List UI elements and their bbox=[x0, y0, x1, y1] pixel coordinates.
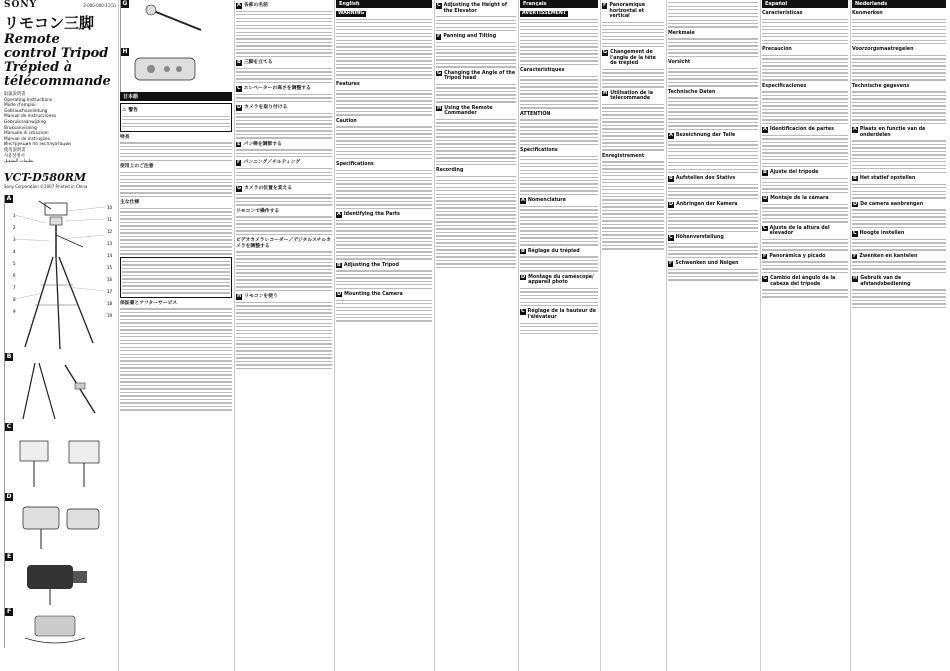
section-heading: 保証書とアフターサービス bbox=[120, 300, 178, 306]
callout-2: 2 bbox=[13, 224, 16, 230]
section-heading: WARNING bbox=[338, 11, 365, 16]
text-block bbox=[236, 194, 332, 206]
language-item: Mode d'emploi bbox=[4, 103, 36, 109]
cover-column bbox=[4, 0, 116, 671]
callout-10: 10 bbox=[107, 204, 113, 210]
text-block bbox=[852, 239, 946, 251]
section-heading: Kenmerken bbox=[852, 11, 883, 16]
leg-lock-illustration bbox=[5, 353, 116, 423]
section-heading: Voorzorgsmaatregelen bbox=[852, 47, 914, 53]
text-block bbox=[120, 208, 232, 255]
section-heading: 特長 bbox=[120, 134, 130, 140]
text-block bbox=[668, 38, 758, 57]
section-heading: H リモコンを使う bbox=[237, 293, 278, 300]
model-number: VCT-D580RM bbox=[4, 170, 87, 184]
text-block bbox=[852, 184, 946, 199]
callout-18: 18 bbox=[107, 300, 113, 306]
section-heading: H Utilisation de la télécommande bbox=[603, 89, 653, 102]
language-item: 사용설명서 bbox=[4, 153, 25, 159]
section-heading: ATTENTION bbox=[520, 111, 551, 117]
language-item: Manuale di istruzioni bbox=[4, 131, 49, 137]
text-block bbox=[852, 19, 946, 45]
section-heading: F Zwenken en kantelen bbox=[853, 252, 918, 259]
text-block bbox=[236, 94, 332, 102]
section-heading: B Aufstellen des Stativs bbox=[669, 175, 736, 182]
callout-11: 11 bbox=[107, 216, 113, 222]
section-heading: F Panning and Tilting bbox=[437, 33, 497, 40]
language-item: Manual de instrucciones bbox=[4, 114, 57, 120]
section-heading: F Panorámica y picado bbox=[763, 252, 826, 259]
text-block bbox=[602, 22, 664, 48]
section-heading: Enregistrement bbox=[602, 153, 645, 159]
language-item: Инструкция по эксплуатации bbox=[4, 142, 71, 148]
text-block bbox=[852, 289, 946, 308]
section-heading: B Réglage du trépied bbox=[521, 247, 580, 254]
text-block bbox=[520, 19, 598, 66]
text-block bbox=[120, 308, 232, 410]
language-item: Operating Instructions bbox=[4, 97, 53, 103]
language-list bbox=[4, 92, 116, 165]
section-heading: Spécifications bbox=[520, 148, 558, 153]
caution-box bbox=[120, 257, 232, 298]
english-column bbox=[336, 0, 432, 671]
title-japanese: リモコン三脚 bbox=[4, 14, 95, 32]
japanese-column-2 bbox=[236, 0, 332, 671]
callout-19: 19 bbox=[107, 312, 113, 318]
french-header: Français bbox=[520, 0, 598, 8]
section-heading: A Nomenclature bbox=[521, 197, 566, 204]
panning-illustration bbox=[5, 608, 116, 648]
english-column-2 bbox=[436, 0, 516, 671]
text-block bbox=[762, 289, 848, 297]
language-item: Manual de instruções bbox=[4, 136, 50, 142]
text-block bbox=[520, 156, 598, 196]
section-heading: D Anbringen der Kamera bbox=[669, 201, 738, 208]
text-block bbox=[120, 172, 232, 198]
spanish-header: Español bbox=[762, 0, 848, 8]
section-heading: G Cambio del ángulo de la cabeza del trípode bbox=[763, 275, 836, 287]
text-block bbox=[852, 209, 946, 228]
japanese-column-1 bbox=[120, 0, 232, 671]
language-item: Gebrauchsanleitung bbox=[4, 108, 48, 114]
text-block bbox=[336, 270, 432, 289]
section-heading: A 各部の名前 bbox=[237, 2, 268, 8]
section-heading: E パン棒を調節する bbox=[237, 140, 282, 147]
section-heading: Recording bbox=[436, 168, 464, 174]
callout-12: 12 bbox=[107, 228, 113, 234]
text-block bbox=[236, 168, 332, 183]
text-block bbox=[236, 216, 332, 235]
text-block bbox=[762, 55, 848, 81]
text-block bbox=[668, 97, 758, 130]
text-block bbox=[668, 184, 758, 199]
text-block bbox=[668, 141, 758, 174]
text-block bbox=[668, 2, 758, 28]
text-block bbox=[336, 170, 432, 210]
text-block bbox=[236, 149, 332, 157]
figure-label-b: B bbox=[6, 352, 12, 360]
callout-1: 1 bbox=[13, 212, 16, 218]
text-block bbox=[520, 76, 598, 109]
text-block bbox=[336, 90, 432, 116]
language-item: Gebruiksaanwijzing bbox=[4, 119, 46, 125]
text-block bbox=[520, 323, 598, 335]
text-block bbox=[520, 256, 598, 271]
language-item: تعليمات التشغيل bbox=[4, 159, 34, 165]
language-item: 使用說明書 bbox=[4, 147, 26, 153]
section-heading: C エレベーターの高さを調整する bbox=[237, 85, 311, 92]
section-heading: Merkmale bbox=[668, 30, 695, 36]
callout-16: 16 bbox=[107, 276, 113, 282]
section-heading: Technische Daten bbox=[668, 89, 716, 95]
callout-6: 6 bbox=[13, 272, 16, 278]
text-block bbox=[436, 42, 516, 68]
section-heading: C Adjusting the Height of the Elevator bbox=[437, 2, 507, 14]
figure-b bbox=[4, 353, 116, 423]
section-heading: B Het statief opstellen bbox=[853, 174, 916, 181]
text-block bbox=[336, 300, 432, 322]
text-block bbox=[436, 119, 516, 166]
language-item: Bruksanvisning bbox=[4, 125, 37, 131]
section-heading: C Ajuste de la altura del elevador bbox=[763, 224, 830, 237]
section-heading: C Höhenverstellung bbox=[669, 234, 724, 241]
warning-box bbox=[120, 103, 232, 132]
language-item: 取扱説明書 bbox=[4, 92, 26, 97]
section-heading: 使用上のご注意 bbox=[120, 163, 154, 169]
text-block bbox=[762, 178, 848, 193]
french-column bbox=[520, 0, 598, 671]
text-block bbox=[520, 288, 598, 307]
text-block bbox=[436, 16, 516, 31]
section-heading: Vorsicht bbox=[668, 60, 691, 66]
text-block bbox=[236, 302, 332, 370]
text-block bbox=[520, 119, 598, 145]
text-block bbox=[236, 251, 332, 291]
callout-17: 17 bbox=[107, 288, 113, 294]
section-heading: C Hoogte instellen bbox=[853, 230, 905, 237]
text-block bbox=[852, 91, 946, 124]
french-column-2 bbox=[602, 0, 664, 671]
text-block bbox=[336, 220, 432, 260]
section-heading: F Panoramique horizontal et vertical bbox=[603, 2, 646, 19]
section-heading: 主な仕様 bbox=[120, 200, 140, 206]
text-block bbox=[120, 142, 232, 161]
figure-h bbox=[120, 48, 232, 92]
section-heading: F Schwenken und Neigen bbox=[669, 260, 739, 267]
figure-d bbox=[4, 493, 116, 553]
section-heading: H Using the Remote Commander bbox=[437, 104, 493, 117]
text-block bbox=[762, 135, 848, 168]
text-block bbox=[236, 113, 332, 139]
callout-3: 3 bbox=[13, 236, 16, 242]
text-block bbox=[762, 261, 848, 273]
text-block bbox=[602, 69, 664, 88]
section-heading: H Gebruik van de afstandsbediening bbox=[853, 275, 911, 287]
section-heading: Technische gegevens bbox=[852, 83, 910, 89]
section-heading: Características bbox=[762, 11, 803, 16]
section-heading: Caractéristiques bbox=[520, 68, 565, 74]
figure-label-g: G bbox=[122, 0, 128, 7]
section-heading: D Montage du caméscope/ appareil photo bbox=[521, 273, 594, 286]
text-block bbox=[668, 269, 758, 281]
section-heading: G カメラの位置を変える bbox=[237, 185, 293, 192]
section-heading: Caution bbox=[336, 118, 357, 124]
figure-a bbox=[4, 195, 116, 353]
text-block bbox=[762, 19, 848, 45]
callout-4: 4 bbox=[13, 248, 16, 254]
text-block bbox=[762, 204, 848, 223]
section-heading: Precaución bbox=[762, 47, 792, 53]
brand-logo: SONY bbox=[4, 0, 37, 10]
text-block bbox=[236, 11, 332, 58]
section-heading: B Adjusting the Tripod bbox=[337, 261, 399, 268]
section-heading: Features bbox=[336, 82, 360, 88]
head-adjust-illustration bbox=[5, 423, 116, 493]
text-block bbox=[436, 176, 516, 268]
figure-label-c: C bbox=[6, 422, 12, 430]
figure-label-f: F bbox=[6, 607, 12, 615]
figure-c bbox=[4, 423, 116, 493]
doc-code: 3-000-000-11(1) bbox=[83, 2, 116, 8]
figure-label-e: E bbox=[6, 552, 12, 560]
callout-13: 13 bbox=[107, 240, 113, 246]
section-heading: D De camera aanbrengen bbox=[853, 200, 924, 207]
section-heading: リモコンで操作する bbox=[236, 208, 280, 214]
camera-mount-illustration bbox=[5, 493, 116, 553]
figure-label-h: H bbox=[122, 48, 128, 55]
section-heading: ビデオカメラレコーダー／デジタルスチルカメラを調整する bbox=[236, 238, 331, 249]
text-block bbox=[122, 116, 230, 128]
callout-7: 7 bbox=[13, 284, 16, 290]
english-header: English bbox=[336, 0, 432, 8]
text-block bbox=[520, 206, 598, 246]
text-block bbox=[852, 55, 946, 81]
section-heading: G Changing the Angle of the Tripod head bbox=[437, 69, 516, 82]
text-block bbox=[436, 84, 516, 103]
section-heading: A Plaats en functie van de onderdelen bbox=[853, 126, 926, 138]
section-heading: Specifications bbox=[336, 161, 374, 167]
section-heading: AVERTISSEMENT bbox=[522, 11, 567, 16]
figure-f bbox=[4, 608, 116, 648]
figure-g bbox=[120, 0, 232, 48]
german-column bbox=[668, 0, 758, 671]
figure-label-d: D bbox=[6, 492, 12, 500]
section-heading: B 三脚を立てる bbox=[237, 59, 273, 66]
callout-5: 5 bbox=[13, 260, 16, 266]
section-heading: A Identificación de partes bbox=[763, 126, 834, 133]
warning-icon: ⚠ bbox=[122, 108, 127, 113]
text-block bbox=[602, 104, 664, 151]
text-block bbox=[336, 126, 432, 159]
text-block bbox=[668, 210, 758, 232]
text-block bbox=[852, 140, 946, 173]
text-block bbox=[668, 243, 758, 258]
section-heading: A Identifying the Parts bbox=[337, 211, 400, 218]
text-block bbox=[852, 261, 946, 273]
section-heading: G Changement de l'angle de la tête de trépied bbox=[603, 49, 656, 67]
remote-commander-illustration bbox=[121, 48, 232, 92]
section-heading: Especificaciones bbox=[762, 83, 807, 89]
section-heading: B Ajuste del trípode bbox=[763, 169, 819, 176]
pan-handle-illustration bbox=[121, 0, 232, 48]
callout-14: 14 bbox=[107, 252, 113, 258]
camcorder-illustration bbox=[5, 553, 116, 608]
callout-9: 9 bbox=[13, 308, 16, 314]
callout-8: 8 bbox=[13, 296, 16, 302]
callout-15: 15 bbox=[107, 264, 113, 270]
dutch-header: Nederlands bbox=[852, 0, 946, 8]
text-block bbox=[236, 68, 332, 83]
text-block bbox=[668, 68, 758, 87]
section-heading: D Montaje de la cámara bbox=[763, 195, 829, 202]
section-heading: D カメラを取り付ける bbox=[237, 104, 288, 111]
text-block bbox=[602, 161, 664, 250]
japanese-header: 日本語 bbox=[120, 92, 232, 101]
section-heading: D Mounting the Camera bbox=[337, 290, 403, 297]
figure-label-a: A bbox=[6, 194, 12, 202]
title-french: Trépied à télécommande bbox=[4, 60, 111, 89]
tripod-illustration bbox=[5, 195, 116, 353]
text-block bbox=[762, 239, 848, 251]
dutch-column bbox=[852, 0, 946, 671]
section-heading: A Bezeichnung der Teile bbox=[669, 132, 736, 139]
copyright: Sony Corporation ©2007 Printed in China bbox=[4, 183, 88, 189]
title-english: Remote control Tripod bbox=[4, 32, 109, 61]
text-block bbox=[336, 19, 432, 80]
section-heading: F パンニング／チルティング bbox=[237, 159, 301, 166]
spanish-column bbox=[762, 0, 848, 671]
section-heading: C Réglage de la hauteur de l'élévateur bbox=[521, 308, 596, 320]
section-heading: ⚠ 警告 bbox=[122, 108, 138, 113]
text-block bbox=[762, 91, 848, 124]
figure-e bbox=[4, 553, 116, 608]
